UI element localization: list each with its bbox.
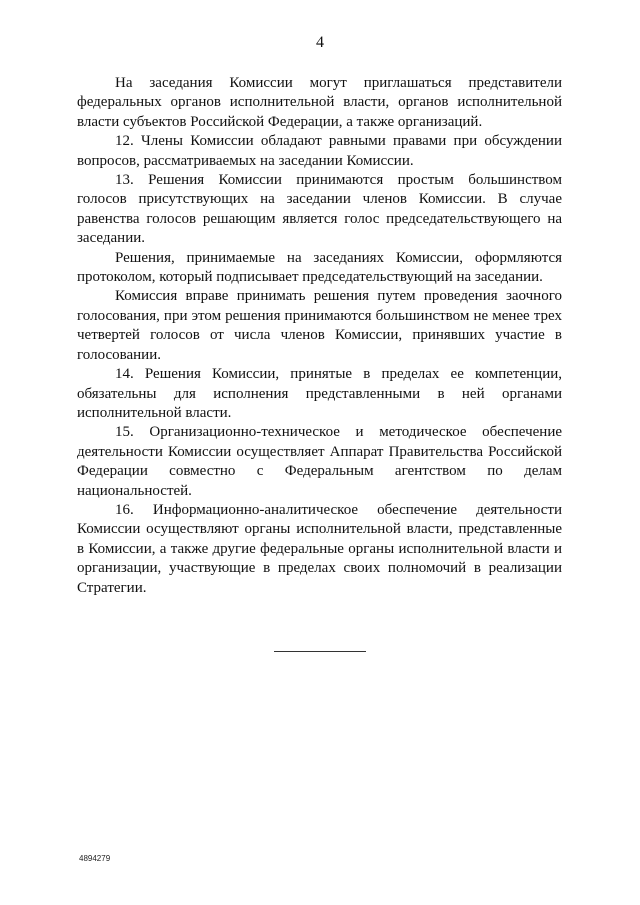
paragraph-13-decisions-majority: 13. Решения Комиссии принимаются простым большинством голосов присутствующих на заседании членов Комиссии. В случае равенства голосов решающим является голос председательствующего на заседании.: [77, 172, 562, 247]
page-number: 4: [316, 34, 324, 51]
paragraph-16-analytical-support: 16. Информационно-аналитическое обеспечение деятельности Комиссии осуществляют органы исполнительной власти, представленные в Комиссии, а также другие федеральные органы исполнительной власти и организации, участвующие в пределах своих полномочий в реализации Стратегии.: [77, 501, 562, 596]
paragraph-decisions-protocol: Решения, принимаемые на заседаниях Комиссии, оформляются протоколом, который подписывает председательствующий на заседании.: [77, 249, 562, 286]
paragraph-invitees: На заседания Комиссии могут приглашаться представители федеральных органов исполнительной власти, органов исполнительной власти субъектов Российской Федерации, а также организаций.: [77, 75, 562, 130]
closing-divider-line: [274, 651, 366, 652]
document-code: 4894279: [79, 854, 111, 863]
paragraph-absentee-voting: Комиссия вправе принимать решения путем проведения заочного голосования, при этом решения принимаются большинством не менее трех четвертей голосов от числа членов Комиссии, принявших участие в голосовании.: [77, 288, 562, 363]
paragraph-15-organizational-support: 15. Организационно-техническое и методическое обеспечение деятельности Комиссии осуществляет Аппарат Правительства Российской Федерации совместно с Федеральным агентством по делам национальностей.: [77, 424, 562, 499]
paragraph-12-equal-rights: 12. Члены Комиссии обладают равными правами при обсуждении вопросов, рассматриваемых на заседании Комиссии.: [77, 133, 562, 169]
paragraph-14-binding-decisions: 14. Решения Комиссии, принятые в пределах ее компетенции, обязательны для исполнения представленными в ней органами исполнительной власти.: [77, 366, 562, 421]
document-body: [77, 74, 562, 598]
